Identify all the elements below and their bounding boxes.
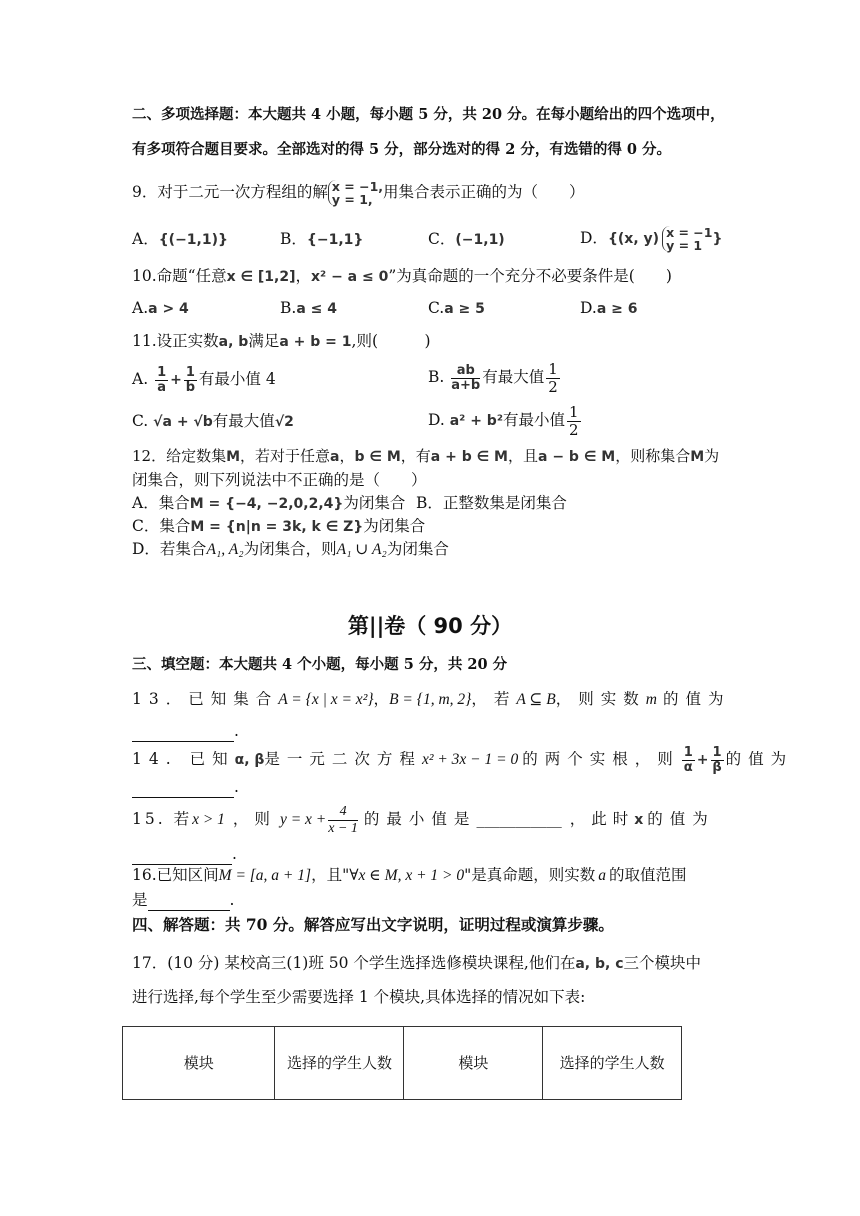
q14-plus: + (696, 752, 709, 768)
q11-b-val-num: 1 (548, 359, 558, 378)
q10-option-a (132, 297, 189, 320)
q11-d-frac-val (567, 404, 581, 439)
q10-b-label: B. (280, 299, 297, 317)
q13-answer-line (132, 720, 239, 742)
q12-a-pre: A．集合 (132, 494, 190, 512)
q16-end: . (229, 891, 235, 909)
q15-math-2: y = x + (279, 811, 327, 828)
q11-stem-a: 11.设正实数 (132, 332, 219, 350)
q15-d: ，此时 (569, 810, 635, 828)
q10-option-d (580, 297, 637, 320)
table-header-cell: 选择的学生人数 (543, 1027, 682, 1100)
section-4-heading: 四、解答题：共 70 分。解答应写出文字说明，证明过程或演算步骤。 (132, 915, 614, 934)
q11-a-den1: a (157, 379, 166, 395)
q15-blank-2[interactable] (132, 848, 232, 865)
module-selection-table (122, 1026, 682, 1100)
q11-d-label: D. (428, 411, 450, 429)
section-3-heading: 三、填空题：本大题共 4 个小题，每小题 5 分，共 20 分 (132, 656, 508, 673)
q12-c-pre: C．集合 (132, 517, 191, 535)
q13-math-4: m (645, 691, 657, 708)
q13-a: 13．已知集合 (132, 690, 279, 708)
q10-b-math: a ≤ 4 (296, 301, 337, 317)
q14-c: 的两个实根，则 (522, 750, 680, 768)
q9-d-math-post: } (712, 231, 723, 247)
q12-l1-c: ， (339, 447, 355, 465)
q11-c-val: √2 (274, 414, 294, 430)
q11-d-math: a² + b² (449, 413, 503, 429)
q12-d-math2: A₁ ∪ A₂ (336, 541, 387, 558)
q9-option-b (280, 228, 363, 251)
q12-c-post: 为闭集合 (363, 517, 426, 535)
q10-c-math: a ≥ 5 (444, 301, 485, 317)
q12-c-math: M = {n|n = 3k, k ∈ Z} (190, 519, 364, 535)
q11-a-den2: b (185, 379, 196, 395)
q12-l1-e: ，且 (507, 447, 538, 465)
q9-option-c (428, 228, 505, 251)
q16-blank[interactable] (148, 894, 230, 911)
q11-a-label: A. (132, 370, 154, 388)
q13-math-1: A = {x | x = x²} (278, 691, 374, 708)
q13-b: ， (373, 690, 390, 708)
q14-math-1: α, β (234, 752, 265, 768)
q12-option-b: B．正整数集是闭集合 (416, 494, 567, 512)
q11-option-c (132, 410, 294, 433)
q10-stem-b: ， (295, 267, 312, 285)
q12-d-math: A₁, A₂ (206, 541, 244, 558)
q14-num2: 1 (712, 744, 722, 760)
q15-e: 的值为 (647, 810, 715, 828)
q12-option-c (132, 515, 425, 538)
q9-equation-system (328, 180, 383, 206)
question-15 (132, 802, 715, 837)
part-2-title: 第||卷（ 90 分） (347, 614, 513, 638)
q10-d-label: D. (580, 299, 597, 317)
question-16 (132, 864, 687, 887)
q15-den: x − 1 (328, 820, 358, 836)
q14-den2: β (712, 759, 722, 775)
question-17-line1 (132, 952, 701, 975)
q16-d: 的取值范围 (609, 866, 687, 884)
q17-l1-b: 三个模块中 (623, 954, 702, 972)
q12-l1-M2: M (690, 449, 705, 465)
q11-math-1: a, b (218, 334, 249, 350)
q15-blank[interactable]: ___________ (476, 810, 562, 828)
q14-end: . (234, 778, 239, 796)
q14-a: 14. 已知 (132, 750, 235, 768)
q11-d-text: 有最小值 (502, 411, 565, 429)
q17-l1-a: 17．(10 分) 某校高三(1)班 50 个学生选择选修模块课程,他们在 (132, 954, 576, 972)
q9-d-label: D． (580, 229, 608, 247)
q14-b: 是一元二次方程 (264, 750, 422, 768)
q11-option-a (132, 364, 276, 395)
q12-d-pre: D．若集合 (132, 540, 207, 558)
q12-l1-M: M (226, 449, 241, 465)
q9-sys-bottom: y = 1, (331, 192, 373, 207)
q11-a-num2: 1 (185, 364, 195, 380)
q11-a-num1: 1 (157, 364, 167, 380)
q14-den1: α (683, 759, 693, 775)
q15-math-1: x > 1 (192, 811, 225, 828)
q10-d-math: a ≥ 6 (596, 301, 638, 317)
q12-l1-f: ，则称集合 (615, 447, 691, 465)
q11-b-den: a+b (451, 377, 481, 393)
q12-a-post: 为闭集合 (343, 494, 406, 512)
table-header-cell: 模块 (404, 1027, 543, 1100)
q11-b-frac-val (546, 361, 560, 396)
q9-d-top: x = −1 (666, 225, 713, 240)
section-2-line2: 有多项符合题目要求。全部选对的得 5 分，部分选对的得 2 分，有选错的得 0 分。 (132, 141, 672, 158)
q15-math-3: x (634, 812, 644, 828)
q16-a: 16.已知区间 (132, 866, 219, 884)
q14-answer-line (132, 776, 239, 798)
q13-blank[interactable] (132, 725, 234, 742)
q15-frac (328, 804, 358, 837)
question-12-line1 (132, 445, 719, 468)
question-12-line2: 闭集合，则下列说法中不正确的是（ ） (132, 471, 427, 489)
q11-a-frac1 (155, 366, 168, 395)
q15-c: 的最小值是 (363, 810, 477, 828)
q9-a-math: {(−1,1)} (158, 232, 228, 248)
q14-frac1 (682, 746, 695, 775)
q9-a-label: A． (132, 230, 159, 248)
q10-a-math: a > 4 (148, 301, 189, 317)
q10-math-1: x ∈ [1,2] (226, 269, 296, 285)
q10-stem-c: ”为真命题的一个充分不必要条件是( ) (388, 267, 672, 285)
q9-b-math: {−1,1} (306, 232, 364, 248)
q14-num1: 1 (683, 744, 693, 760)
q10-math-2: x² − a ≤ 0 (311, 269, 389, 285)
q14-math-2: x² + 3x − 1 = 0 (421, 751, 519, 768)
q12-l1-m2: b ∈ M (354, 449, 401, 465)
q9-d-bot: y = 1 (666, 238, 703, 253)
q9-option-a (132, 228, 228, 251)
q12-d-mid: 为闭集合，则 (243, 540, 337, 558)
q13-end: . (234, 722, 239, 740)
q10-stem-a: 10.命题“任意 (132, 267, 227, 285)
q14-blank[interactable] (132, 781, 234, 798)
question-10-stem (132, 265, 672, 288)
q13-math-3: A ⊆ B (516, 691, 556, 708)
q13-math-2: B = {1, m, 2} (389, 691, 472, 708)
q11-b-frac (451, 364, 480, 393)
q15-end: . (232, 845, 237, 863)
q11-d-val-num: 1 (568, 402, 579, 421)
question-11-stem (132, 330, 431, 353)
q15-num: 4 (328, 804, 358, 821)
q14-d: 的值为 (725, 750, 794, 768)
q16-answer-line (132, 889, 234, 911)
q10-option-c (428, 297, 485, 320)
q12-l1-g: 为 (704, 447, 720, 465)
q15-a: 15. 若 (132, 810, 193, 828)
q16-math-1: M = [a, a + 1] (218, 867, 312, 884)
q16-c: "是真命题，则实数 (464, 866, 596, 884)
q9-option-d (580, 226, 722, 252)
q9-d-math-pre: {(x, y) (607, 231, 660, 247)
q12-option-d (132, 538, 449, 561)
q11-a-frac2 (184, 366, 197, 395)
q12-l1-m3: a + b ∈ M (430, 449, 508, 465)
q9-b-label: B． (280, 230, 307, 248)
question-14 (132, 742, 793, 777)
q12-l1-a: 12．给定数集 (132, 447, 227, 465)
q16-b: ，且" (311, 866, 350, 884)
q9-stem-b: 用集合表示正确的为（ ） (383, 183, 585, 201)
q11-math-2: a + b = 1 (279, 334, 352, 350)
question-9-stem (132, 180, 585, 206)
q11-c-label: C. (132, 412, 154, 430)
q15-b: ，则 (232, 810, 276, 828)
q9-sys-top: x = −1, (331, 179, 384, 194)
q13-e: 的值为 (662, 690, 731, 708)
table-header-cell: 模块 (123, 1027, 275, 1100)
q13-d: ，则实数 (555, 690, 646, 708)
q12-a-math: M = {−4, −2,0,2,4} (189, 496, 344, 512)
q11-c-math: √a + √b (153, 414, 213, 430)
q12-l1-b: ，若对于任意 (240, 447, 331, 465)
q10-option-b (280, 297, 337, 320)
q12-l1-a2: a (330, 449, 340, 465)
q11-option-b (428, 360, 562, 396)
q11-b-num: ab (451, 364, 480, 379)
q9-c-label: C． (428, 230, 456, 248)
q16-line2: 是 (132, 891, 148, 909)
q11-b-label: B. (428, 368, 450, 386)
q9-stem-a: 9．对于二元一次方程组的解 (132, 183, 328, 201)
q11-stem-c: ,则( ) (351, 332, 431, 350)
q12-option-a (132, 492, 405, 515)
q17-l1-math: a, b, c (575, 956, 624, 972)
q16-math-3: a (598, 867, 607, 884)
question-13 (132, 688, 730, 711)
table-header-row (123, 1027, 682, 1100)
section-2-line1: 二、多项选择题：本大题共 4 小题，每小题 5 分，共 20 分。在每小题给出的四个选项中， (132, 106, 725, 123)
table-header-cell: 选择的学生人数 (275, 1027, 404, 1100)
q11-a-plus: + (170, 372, 182, 388)
q11-d-val-den: 2 (568, 420, 579, 439)
q11-a-text: 有最小值 4 (198, 370, 276, 388)
q11-option-d (428, 403, 583, 439)
q12-l1-m4: a − b ∈ M (538, 449, 616, 465)
q11-b-val-den: 2 (548, 377, 558, 396)
q14-frac2 (711, 746, 724, 775)
q15-answer-line (132, 843, 237, 865)
q12-d-post: 为闭集合 (386, 540, 449, 558)
q10-c-label: C. (428, 299, 445, 317)
q11-stem-b: 满足 (248, 332, 280, 350)
q11-c-text: 有最大值 (212, 412, 275, 430)
q10-a-label: A. (132, 299, 149, 317)
q12-l1-d: ，有 (400, 447, 431, 465)
q13-c: ，若 (471, 690, 517, 708)
q9-d-system (662, 226, 712, 252)
q11-b-text: 有最大值 (482, 368, 545, 386)
q9-c-math: (−1,1) (455, 232, 505, 248)
q16-math-2: ∀x ∈ M, x + 1 > 0 (349, 867, 465, 884)
question-17-line2: 进行选择,每个学生至少需要选择 1 个模块,具体选择的情况如下表: (132, 988, 586, 1006)
